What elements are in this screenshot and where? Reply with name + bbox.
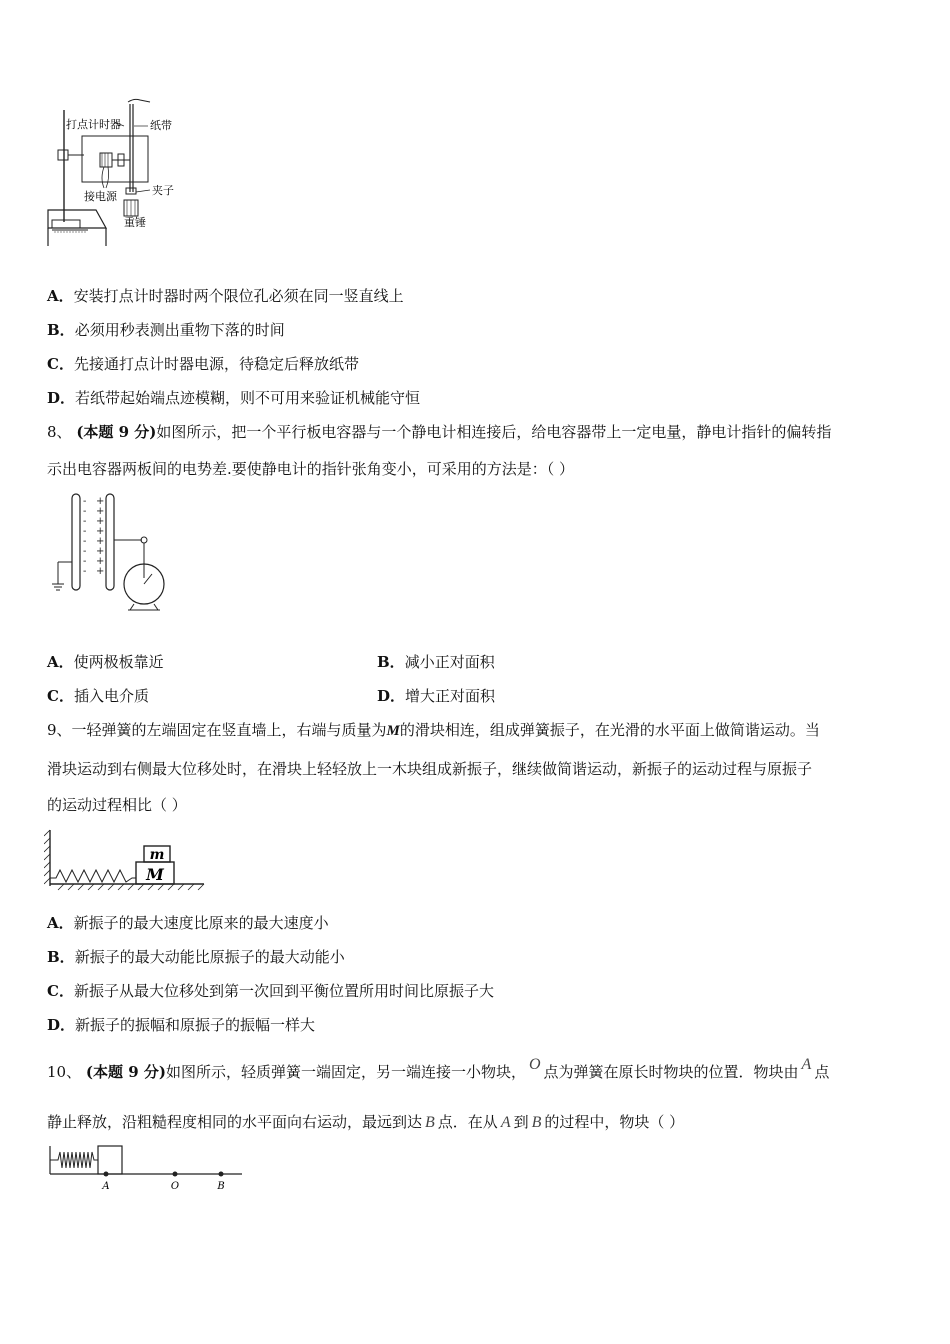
q7-option-a xyxy=(47,286,404,306)
q8-points: (本题 9 分) xyxy=(76,423,157,441)
svg-text:-: - xyxy=(83,506,87,517)
q9-option-b xyxy=(47,947,345,967)
q10-symbol-o: O xyxy=(528,1056,541,1073)
label-clip: 夹子 xyxy=(152,184,174,197)
label-timer: 打点计时器 xyxy=(66,118,121,131)
svg-text:+: + xyxy=(96,526,105,537)
option-letter: B． xyxy=(377,653,405,671)
q9-text-1a: 9、一轻弹簧的左端固定在竖直墙上，右端与质量为 xyxy=(47,721,387,739)
q8-option-d xyxy=(377,686,495,706)
option-text: 使两极板靠近 xyxy=(73,653,164,671)
q9-line-2: 滑块运动到右侧最大位移处时，在滑块上轻轻放上一木块组成新振子，继续做简谐运动，新振子的运动过程与原振子 xyxy=(47,760,813,778)
svg-text:+: + xyxy=(96,536,105,547)
option-letter: B． xyxy=(47,321,75,339)
option-letter: A． xyxy=(47,287,74,305)
option-text: 插入电介质 xyxy=(73,687,149,705)
spring-oscillator-figure xyxy=(44,826,208,894)
q9-mass-symbol: M xyxy=(386,723,400,739)
q10-symbol-b2: B xyxy=(531,1114,542,1131)
point-o-label: O xyxy=(170,1181,180,1192)
option-letter: C． xyxy=(47,687,74,705)
point-o-marker xyxy=(173,1172,178,1177)
option-text: 安装打点计时器时两个限位孔必须在同一竖直线上 xyxy=(73,287,404,305)
q10-symbol-a2: A xyxy=(500,1114,511,1131)
small-mass-label: m xyxy=(149,847,165,863)
q10-symbol-a: A xyxy=(801,1056,812,1073)
option-letter: A． xyxy=(47,653,74,671)
option-letter: D． xyxy=(47,389,76,407)
q10-text-2a: 静止释放，沿粗糙程度相同的水平面向右运动，最远到达 xyxy=(47,1113,423,1131)
q8-option-b xyxy=(377,652,495,672)
option-letter: B． xyxy=(47,948,75,966)
point-b-label: B xyxy=(217,1181,225,1192)
q10-text-1c: 点 xyxy=(814,1063,830,1081)
svg-text:+: + xyxy=(96,556,105,567)
point-b-marker xyxy=(219,1172,224,1177)
q10-number: 10、 xyxy=(47,1063,82,1081)
q10-line-2 xyxy=(47,1112,684,1133)
svg-text:+: + xyxy=(96,516,105,527)
point-a-label: A xyxy=(102,1181,110,1192)
q10-text-2d: 的过程中，物块（ ） xyxy=(544,1113,685,1131)
q9-option-d xyxy=(47,1015,315,1035)
svg-text:-: - xyxy=(83,526,87,537)
option-text: 新振子的振幅和原振子的振幅一样大 xyxy=(75,1016,316,1034)
q10-text-1b: 点为弹簧在原长时物块的位置．物块由 xyxy=(543,1063,799,1081)
svg-text:-: - xyxy=(83,566,87,577)
option-text: 必须用秒表测出重物下落的时间 xyxy=(74,321,285,339)
option-text: 先接通打点计时器电源，待稳定后释放纸带 xyxy=(73,355,359,373)
q9-option-c xyxy=(47,981,494,1001)
q8-number: 8、 xyxy=(47,423,72,441)
label-power: 接电源 xyxy=(84,190,117,203)
svg-text:+: + xyxy=(96,506,105,517)
option-text: 新振子从最大位移处到第一次回到平衡位置所用时间比原振子大 xyxy=(73,982,494,1000)
option-text: 减小正对面积 xyxy=(404,653,495,671)
option-letter: C． xyxy=(47,982,74,1000)
option-letter: D． xyxy=(47,1016,76,1034)
q10-text-2b: 点．在从 xyxy=(437,1113,498,1131)
q8-option-a xyxy=(47,652,164,672)
svg-text:+: + xyxy=(96,546,105,557)
option-letter: C． xyxy=(47,355,74,373)
label-tape: 纸带 xyxy=(150,119,172,132)
q10-points: (本题 9 分) xyxy=(85,1063,166,1081)
q7-option-d xyxy=(47,388,420,408)
svg-text:-: - xyxy=(83,546,87,557)
q8-option-c xyxy=(47,686,149,706)
spring-block-track-figure xyxy=(44,1142,248,1194)
q9-text-1b: 的滑块相连，组成弹簧振子，在光滑的水平面上做简谐运动。当 xyxy=(399,721,820,739)
point-a-marker xyxy=(104,1172,109,1177)
svg-text:-: - xyxy=(83,496,87,507)
q10-text-2c: 到 xyxy=(513,1113,529,1131)
label-weight: 重锤 xyxy=(124,216,146,229)
svg-text:-: - xyxy=(83,536,87,547)
option-letter: D． xyxy=(377,687,406,705)
option-text: 若纸带起始端点迹模糊，则不可用来验证机械能守恒 xyxy=(75,389,421,407)
q10-line-1 xyxy=(47,1056,830,1083)
q8-text-1: 如图所示，把一个平行板电容器与一个静电计相连接后，给电容器带上一定电量，静电计指针的偏转指 xyxy=(156,423,832,441)
q8-line-2: 示出电容器两板间的电势差.要使静电计的指针张角变小，可采用的方法是：（ ） xyxy=(47,460,575,478)
option-letter: A． xyxy=(47,914,74,932)
q8-line-1 xyxy=(47,422,831,442)
option-text: 新振子的最大速度比原来的最大速度小 xyxy=(73,914,329,932)
svg-text:-: - xyxy=(83,516,87,527)
big-mass-label: M xyxy=(146,865,164,884)
q10-symbol-b: B xyxy=(425,1114,435,1131)
option-text: 新振子的最大动能比原振子的最大动能小 xyxy=(74,948,345,966)
svg-text:-: - xyxy=(83,556,87,567)
svg-text:+: + xyxy=(96,566,105,577)
q9-line-3: 的运动过程相比（ ） xyxy=(47,796,187,814)
q7-option-c xyxy=(47,354,359,374)
capacitor-electroscope-figure xyxy=(44,490,184,612)
q7-option-b xyxy=(47,320,285,340)
q9-option-a xyxy=(47,913,329,933)
svg-text:+: + xyxy=(96,496,105,507)
q9-line-1 xyxy=(47,720,820,741)
free-fall-apparatus-figure xyxy=(44,96,194,256)
option-text: 增大正对面积 xyxy=(405,687,496,705)
q10-text-1a: 如图所示，轻质弹簧一端固定，另一端连接一小物块， xyxy=(165,1063,526,1081)
